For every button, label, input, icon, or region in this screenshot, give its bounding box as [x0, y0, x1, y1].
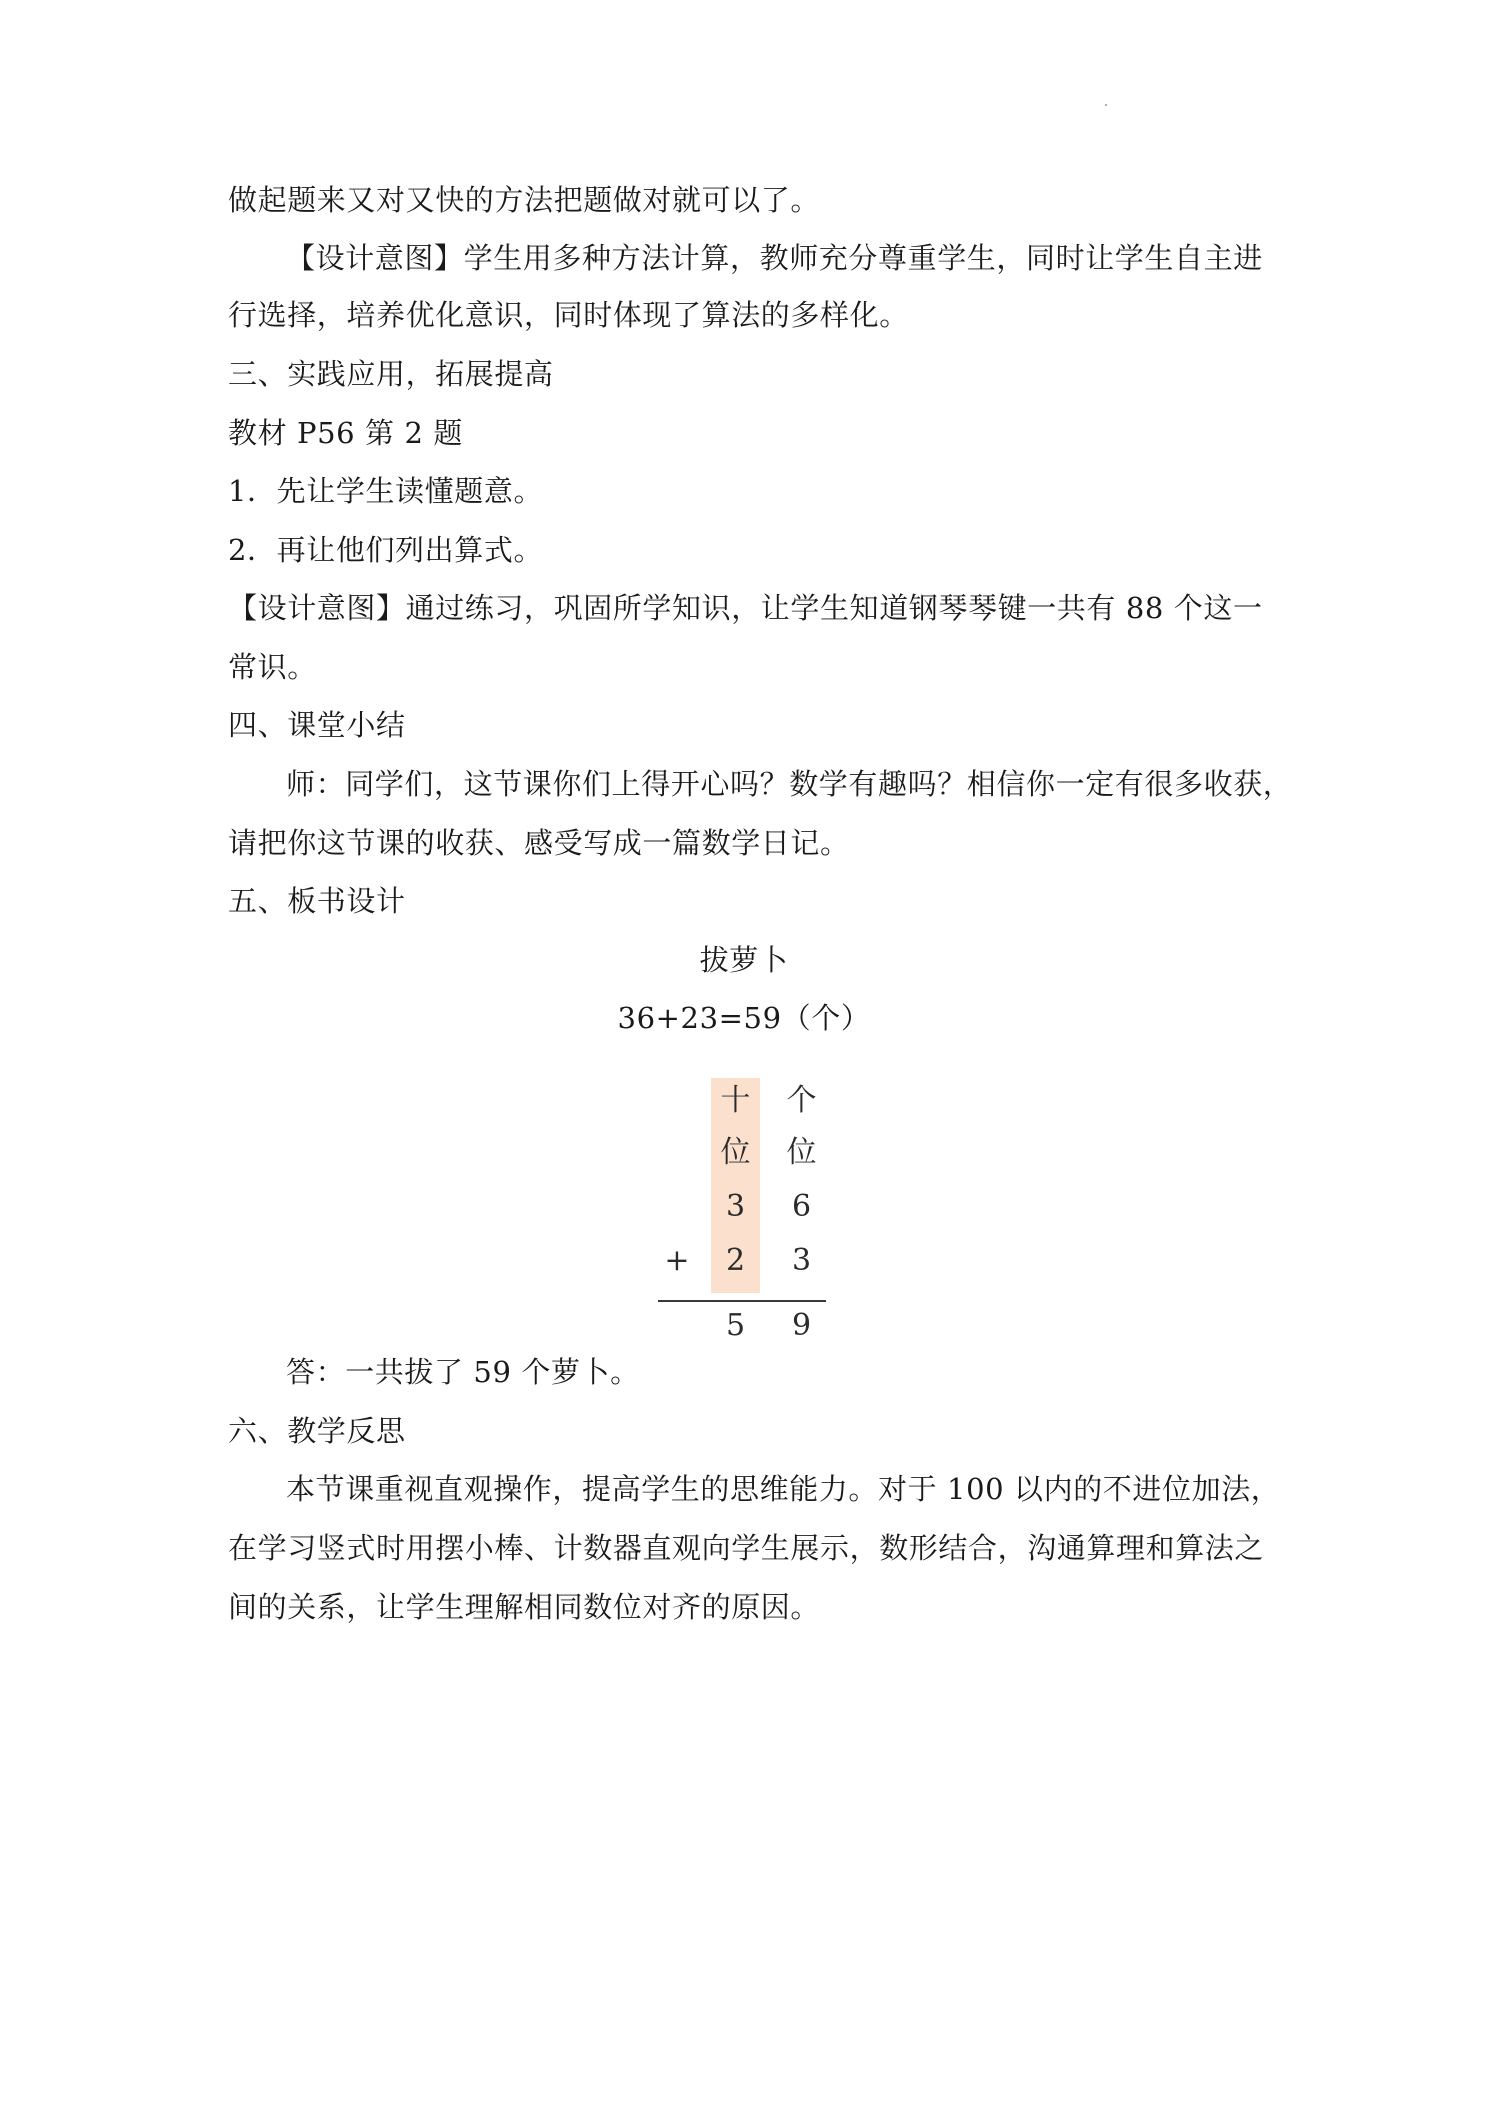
board-equation: 36+23=59（个） [617, 1001, 871, 1035]
paragraph-line: 行选择，培养优化意识，同时体现了算法的多样化。 [228, 298, 909, 332]
addend2-tens-digit: 2 [725, 1243, 746, 1278]
page-dot [1105, 104, 1107, 106]
paragraph-line: 请把你这节课的收获、感受写成一篇数学日记。 [228, 826, 850, 860]
list-item: 2．再让他们列出算式。 [228, 533, 544, 567]
section-heading: 六、教学反思 [228, 1414, 406, 1448]
reflection-line: 在学习竖式时用摆小棒、计数器直观向学生展示，数形结合，沟通算理和算法之 [228, 1531, 1265, 1565]
reflection-line: 本节课重视直观操作，提高学生的思维能力。对于 100 以内的不进位加法， [286, 1472, 1281, 1506]
addend2-ones-digit: 3 [791, 1243, 812, 1278]
design-intent-line: 【设计意图】学生用多种方法计算，教师充分尊重学生，同时让学生自主进 [286, 241, 1263, 275]
ones-header-char: 个 [786, 1083, 817, 1118]
sum-tens-digit: 5 [725, 1308, 746, 1343]
plus-sign: + [664, 1243, 690, 1278]
paragraph-line: 常识。 [228, 650, 317, 684]
design-intent-line: 【设计意图】通过练习，巩固所学知识，让学生知道钢琴琴键一共有 88 个这一 [228, 591, 1263, 625]
paragraph-line: 做起题来又对又快的方法把题做对就可以了。 [228, 183, 821, 217]
vertical-addition-figure [655, 1075, 830, 1350]
reflection-line: 间的关系，让学生理解相同数位对齐的原因。 [228, 1590, 821, 1624]
ones-header-char: 位 [786, 1135, 817, 1170]
section-heading: 三、实践应用，拓展提高 [228, 357, 554, 391]
paragraph-line: 师：同学们，这节课你们上得开心吗？数学有趣吗？相信你一定有很多收获， [286, 767, 1293, 801]
sum-rule [658, 1300, 826, 1302]
tens-header-char: 十 [720, 1083, 751, 1118]
board-title: 拔萝卜 [699, 943, 789, 977]
paragraph-line: 教材 P56 第 2 题 [228, 416, 463, 450]
answer-line: 答：一共拔了 59 个萝卜。 [286, 1355, 640, 1389]
addend1-tens-digit: 3 [725, 1189, 746, 1224]
addend1-ones-digit: 6 [791, 1189, 812, 1224]
section-heading: 五、板书设计 [228, 884, 406, 918]
list-item: 1．先让学生读懂题意。 [228, 474, 544, 508]
tens-header-char: 位 [720, 1135, 751, 1170]
sum-ones-digit: 9 [791, 1308, 812, 1343]
section-heading: 四、课堂小结 [228, 708, 406, 742]
